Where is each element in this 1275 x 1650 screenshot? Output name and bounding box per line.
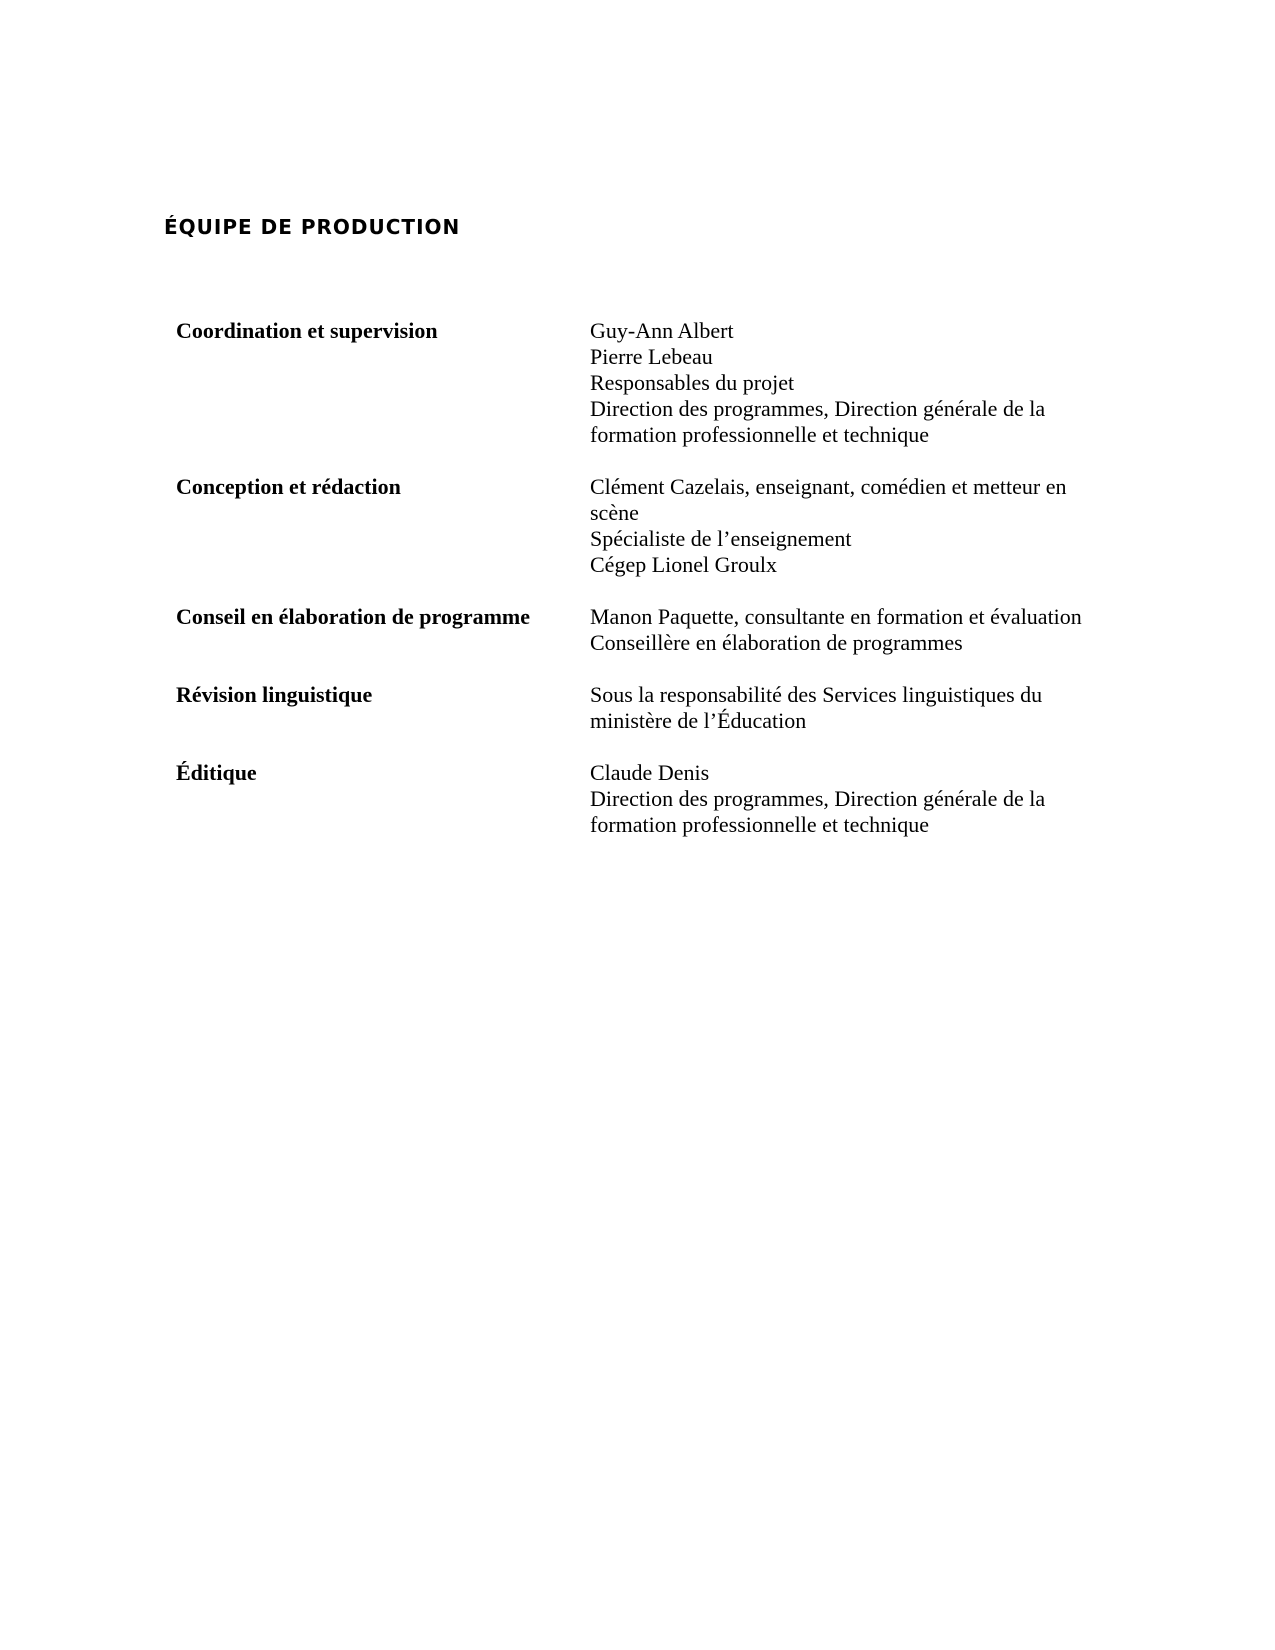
credit-row-conception	[176, 474, 1116, 578]
credit-line: Spécialiste de l’enseignement	[590, 526, 852, 551]
credit-people	[590, 682, 1116, 734]
credit-line: Manon Paquette, consultante en formation et évaluation	[590, 604, 1082, 629]
credit-role: Révision linguistique	[176, 682, 373, 707]
credit-row-revision	[176, 682, 1116, 734]
credit-row-editique	[176, 760, 1116, 838]
credit-role: Coordination et supervision	[176, 318, 438, 343]
credit-line: Claude Denis	[590, 760, 710, 785]
credit-line: Responsables du projet	[590, 370, 795, 395]
credit-people	[590, 604, 1116, 656]
credit-line: Cégep Lionel Groulx	[590, 552, 777, 577]
credit-role: Conception et rédaction	[176, 474, 401, 499]
credit-line: Clément Cazelais, enseignant, comédien et metteur en scène	[590, 474, 1067, 525]
credit-people	[590, 474, 1116, 578]
credit-row-coordination	[176, 318, 1116, 448]
credit-line: Direction des programmes, Direction générale de la formation professionnelle et technique	[590, 786, 1046, 837]
credit-line: Sous la responsabilité des Services linguistiques du ministère de l’Éducation	[590, 682, 1043, 733]
credit-role: Conseil en élaboration de programme	[176, 604, 531, 629]
credit-role: Éditique	[176, 760, 257, 785]
credits-list	[176, 318, 1116, 864]
credit-line: Pierre Lebeau	[590, 344, 713, 369]
page-title: ÉQUIPE DE PRODUCTION	[164, 215, 461, 239]
credit-row-conseil	[176, 604, 1116, 656]
credit-line: Direction des programmes, Direction générale de la formation professionnelle et technique	[590, 396, 1046, 447]
credit-people	[590, 760, 1116, 838]
credit-line: Conseillère en élaboration de programmes	[590, 630, 963, 655]
credit-line: Guy-Ann Albert	[590, 318, 734, 343]
credit-people	[590, 318, 1116, 448]
